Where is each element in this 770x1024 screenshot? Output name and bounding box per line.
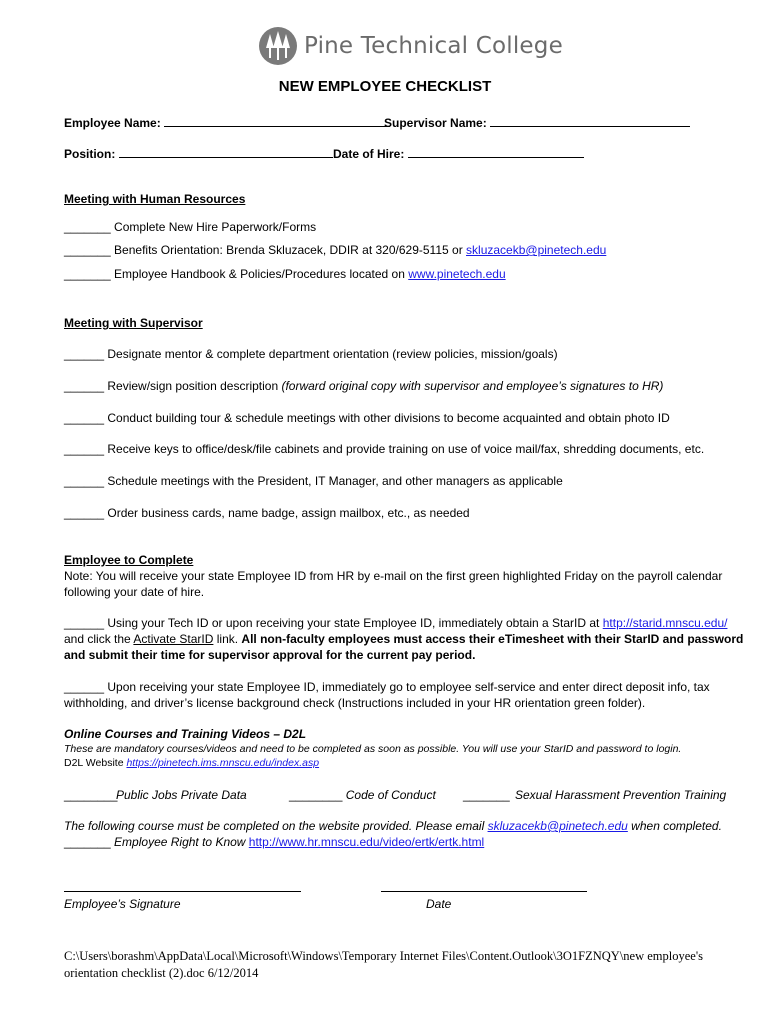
- ertk-link[interactable]: http://www.hr.mnscu.edu/video/ertk/ertk.html: [248, 835, 485, 849]
- supervisor-name-blank: [490, 116, 690, 127]
- website-course-text: The following course must be completed on the website provided. Please email: [64, 819, 488, 833]
- checkbox-blank: ______: [64, 411, 105, 425]
- supervisor-name-label: Supervisor Name:: [384, 116, 487, 130]
- course-item: [463, 788, 510, 802]
- date-of-hire-field: [333, 147, 584, 161]
- checkbox-blank: ________: [289, 788, 343, 802]
- starid-text: and click the: [64, 632, 134, 646]
- checkbox-blank: _______: [64, 243, 111, 257]
- website-course-email-link[interactable]: skluzacekb@pinetech.edu: [487, 819, 628, 833]
- pinetech-website-link[interactable]: www.pinetech.edu: [408, 267, 506, 281]
- checkbox-blank: _______: [64, 267, 111, 281]
- starid-bold-text: and submit their time for supervisor approval for the current pay period.: [64, 648, 476, 662]
- starid-link[interactable]: http://starid.mnscu.edu/: [602, 616, 728, 630]
- starid-text: Using your Tech ID or upon receiving your state Employee ID, immediately obtain a StarID at: [104, 616, 603, 630]
- file-path-footer: orientation checklist (2).doc 6/12/2014: [64, 966, 259, 980]
- supervisor-item: [64, 379, 663, 393]
- checkbox-blank: ______: [64, 616, 105, 630]
- starid-bold-text: All non-faculty employees must access their eTimesheet with their StarID and password: [241, 632, 744, 646]
- course-name: Code of Conduct: [342, 788, 436, 802]
- supervisor-item-text: Order business cards, name badge, assign mailbox, etc., as needed: [104, 506, 470, 520]
- checkbox-blank: ________: [64, 788, 118, 802]
- supervisor-item: [64, 347, 558, 361]
- activate-starid-link[interactable]: Activate StarID: [133, 632, 214, 646]
- position-blank: [119, 147, 333, 158]
- checkbox-blank: ______: [64, 474, 105, 488]
- hr-item: [64, 243, 606, 257]
- employee-signature-label: Employee’s Signature: [64, 897, 181, 911]
- supervisor-item-text: Designate mentor & complete department orientation (review policies, mission/goals): [104, 347, 558, 361]
- starid-text: link.: [213, 632, 242, 646]
- hr-item-text: Employee Handbook & Policies/Procedures located on: [110, 267, 409, 281]
- date-of-hire-label: Date of Hire:: [333, 147, 405, 161]
- checkbox-blank: _______: [64, 220, 111, 234]
- direct-deposit-text: withholding, and driver’s license background check (Instructions included in your HR orientation green folder).: [64, 696, 646, 710]
- course-item: [289, 788, 436, 802]
- course-name: Sexual Harassment Prevention Training: [515, 788, 727, 802]
- file-path-footer: C:\Users\borashm\AppData\Local\Microsoft\Windows\Temporary Internet Files\Content.Outlook\3O1FZNQY\new employee's: [64, 949, 703, 963]
- supervisor-item: [64, 411, 670, 425]
- employee-note-line: Note: You will receive your state Employee ID from HR by e-mail on the first green highlighted Friday on the payroll calendar: [64, 569, 723, 583]
- hr-section-heading: Meeting with Human Resources: [64, 192, 246, 206]
- course-name: Public Jobs Private Data: [116, 788, 247, 802]
- position-field: [64, 147, 333, 161]
- hr-item-text: Complete New Hire Paperwork/Forms: [110, 220, 317, 234]
- supervisor-item: [64, 474, 563, 488]
- page-title: NEW EMPLOYEE CHECKLIST: [278, 78, 492, 95]
- direct-deposit-text: Upon receiving your state Employee ID, immediately go to employee self-service and enter direct deposit info, tax: [104, 680, 710, 694]
- supervisor-item: [64, 506, 470, 520]
- date-signature-line: [381, 891, 587, 892]
- supervisor-item-text: Conduct building tour & schedule meetings with other divisions to become acquainted and obtain photo ID: [104, 411, 670, 425]
- supervisor-item: [64, 442, 704, 456]
- checkbox-blank: _______: [463, 788, 510, 802]
- supervisor-item-text: Review/sign position description: [104, 379, 282, 393]
- position-label: Position:: [64, 147, 116, 161]
- college-logo: [258, 26, 563, 66]
- date-label: Date: [426, 897, 452, 911]
- checkbox-blank: ______: [64, 379, 105, 393]
- employee-section-heading: Employee to Complete: [64, 553, 194, 567]
- hr-item: [64, 267, 506, 281]
- d2l-note: These are mandatory courses/videos and need to be completed as soon as possible. You will use your StarID and password to login.: [64, 743, 682, 755]
- d2l-heading: Online Courses and Training Videos – D2L: [64, 727, 307, 741]
- college-name: Pine Technical College: [304, 33, 563, 59]
- hr-item-text: Benefits Orientation: Brenda Skluzacek, DDIR at 320/629-5115 or: [110, 243, 467, 257]
- supervisor-name-field: [384, 116, 690, 130]
- employee-name-blank: [164, 116, 390, 127]
- pine-trees-logo-icon: [258, 26, 298, 66]
- checkbox-blank: ______: [64, 506, 105, 520]
- employee-name-field: [64, 116, 390, 130]
- checkbox-blank: ______: [64, 442, 105, 456]
- d2l-website-line: [64, 757, 319, 769]
- course-item: [64, 788, 117, 802]
- website-course-text: when completed.: [627, 819, 722, 833]
- checkbox-blank: _______: [64, 835, 111, 849]
- website-course-note: [64, 819, 722, 833]
- supervisor-item-text: Schedule meetings with the President, IT Manager, and other managers as applicable: [104, 474, 563, 488]
- checkbox-blank: ______: [64, 680, 105, 694]
- hr-email-link[interactable]: skluzacekb@pinetech.edu: [466, 243, 607, 257]
- supervisor-item-text: Receive keys to office/desk/file cabinets and provide training on use of voice mail/fax, shredding documents, etc.: [104, 442, 705, 456]
- employee-signature-line: [64, 891, 301, 892]
- checkbox-blank: ______: [64, 347, 105, 361]
- d2l-website-link[interactable]: https://pinetech.ims.mnscu.edu/index.asp: [126, 757, 320, 769]
- ertk-item: [64, 835, 484, 849]
- supervisor-section-heading: Meeting with Supervisor: [64, 316, 203, 330]
- date-of-hire-blank: [408, 147, 584, 158]
- starid-item: [64, 616, 727, 630]
- employee-note-line: following your date of hire.: [64, 585, 205, 599]
- starid-item-line2: [64, 632, 743, 646]
- employee-name-label: Employee Name:: [64, 116, 161, 130]
- hr-item: [64, 220, 316, 234]
- d2l-website-label: D2L Website: [64, 757, 127, 769]
- ertk-text: Employee Right to Know: [110, 835, 249, 849]
- direct-deposit-item: [64, 680, 710, 694]
- supervisor-item-italic-note: (forward original copy with supervisor and employee’s signatures to HR): [281, 379, 664, 393]
